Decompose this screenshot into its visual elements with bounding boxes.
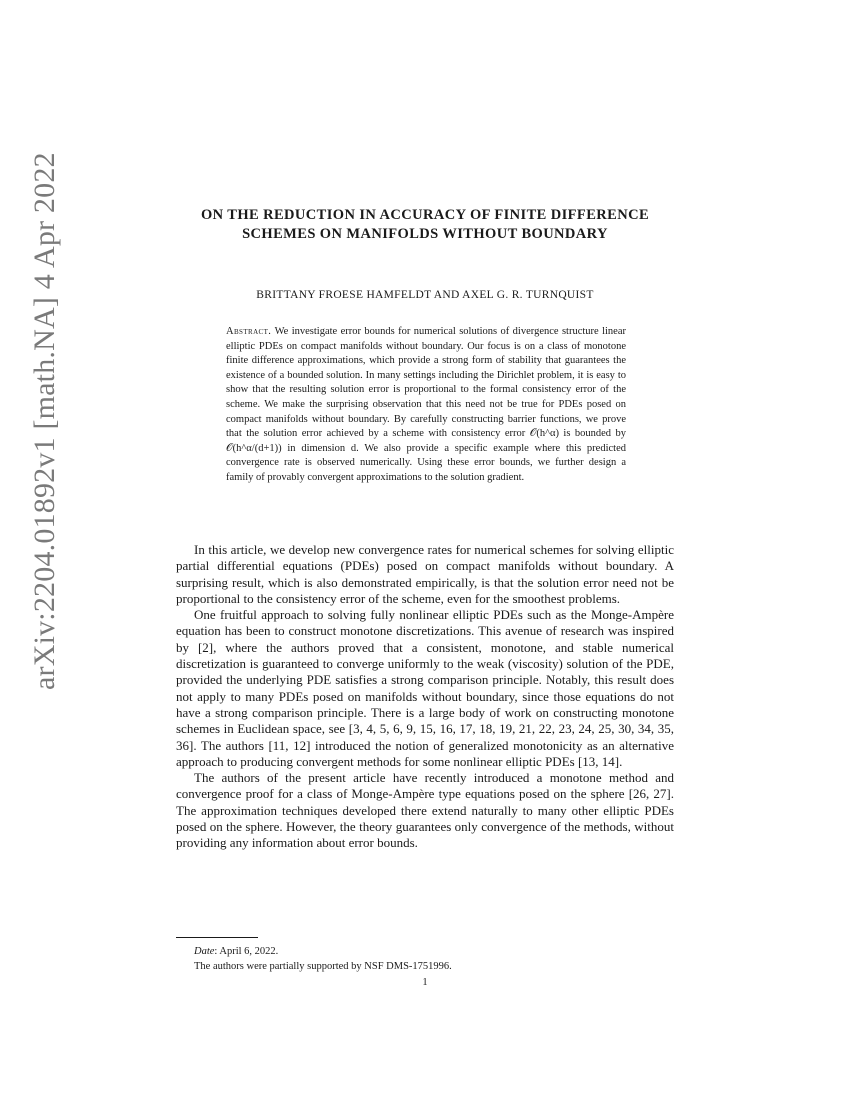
body-text xyxy=(176,542,674,852)
arxiv-stamp: arXiv:2204.01892v1 [math.NA] 4 Apr 2022 xyxy=(28,152,61,690)
abstract-text: We investigate error bounds for numerical solutions of divergence structure linear elliptic PDEs on compact manifolds without boundary. Our focus is on a class of monotone finite difference approximations, which provide a strong form of stability that guarantees the existence of a bounded solution. In many settings including the Dirichlet problem, it is easy to show that the resulting solution error is proportional to the formal consistency error of the scheme. We make the surprising observation that this need not be true for PDEs posed on compact manifolds without boundary. By carefully constructing barrier functions, we prove that the solution error achieved by a scheme with consistency error 𝒪(h^α) is bounded by 𝒪(h^α/(d+1)) in dimension d. We also provide a specific example where this predicted convergence rate is observed numerically. Using these error bounds, we further design a family of provably convergent approximations to the solution gradient. xyxy=(226,326,627,483)
page-number: 1 xyxy=(422,977,428,988)
paper-authors: BRITTANY FROESE HAMFELDT AND AXEL G. R. TURNQUIST xyxy=(256,289,594,301)
body-paragraph: One fruitful approach to solving fully nonlinear elliptic PDEs such as the Monge-Ampère equation has been to construct monotone discretizations. This avenue of research was inspired by [2], where the authors proved that a consistent, monotone, and stable numerical discretization is guaranteed to converge uniformly to the weak (viscosity) solution of the PDE, provided the underlying PDE satisfies a strong comparison principle. Notably, this result does not apply to many PDEs posed on manifolds without boundary, since those equations do not have a strong comparison principle. There is a large body of work on constructing monotone schemes in Euclidean space, see [3, 4, 5, 6, 9, 15, 16, 17, 18, 19, 21, 22, 23, 24, 25, 30, 34, 35, 36]. The authors [11, 12] introduced the notion of generalized monotonicity as an alternative approach to producing convergent methods for some nonlinear elliptic PDEs [13, 14]. xyxy=(176,607,674,769)
abstract-label: Abstract. xyxy=(226,326,272,337)
footnote-date-value: : April 6, 2022. xyxy=(214,946,279,957)
footnote-date xyxy=(176,944,674,959)
footnote-divider xyxy=(176,937,258,938)
footnote-support: The authors were partially supported by NSF DMS-1751996. xyxy=(194,961,452,972)
abstract xyxy=(226,325,626,486)
body-paragraph: In this article, we develop new convergence rates for numerical schemes for solving elliptic partial differential equations (PDEs) posed on compact manifolds without boundary. A surprising result, which is also demonstrated empirically, is that the solution error need not be proportional to the consistency error of the scheme, even for the smoothest problems. xyxy=(176,542,674,606)
footnote-date-label: Date xyxy=(194,946,215,957)
footnotes xyxy=(176,944,674,974)
body-paragraph: The authors of the present article have recently introduced a monotone method and convergence proof for a class of Monge-Ampère type equations posed on the sphere [26, 27]. The approximation techniques developed there extend naturally to many other elliptic PDEs posed on the sphere. However, the theory guarantees only convergence of the methods, without providing any information about error bounds. xyxy=(176,770,674,851)
paper-title: ON THE REDUCTION IN ACCURACY OF FINITE DIFFERENCE SCHEMES ON MANIFOLDS WITHOUT BOUNDARY xyxy=(200,207,650,242)
